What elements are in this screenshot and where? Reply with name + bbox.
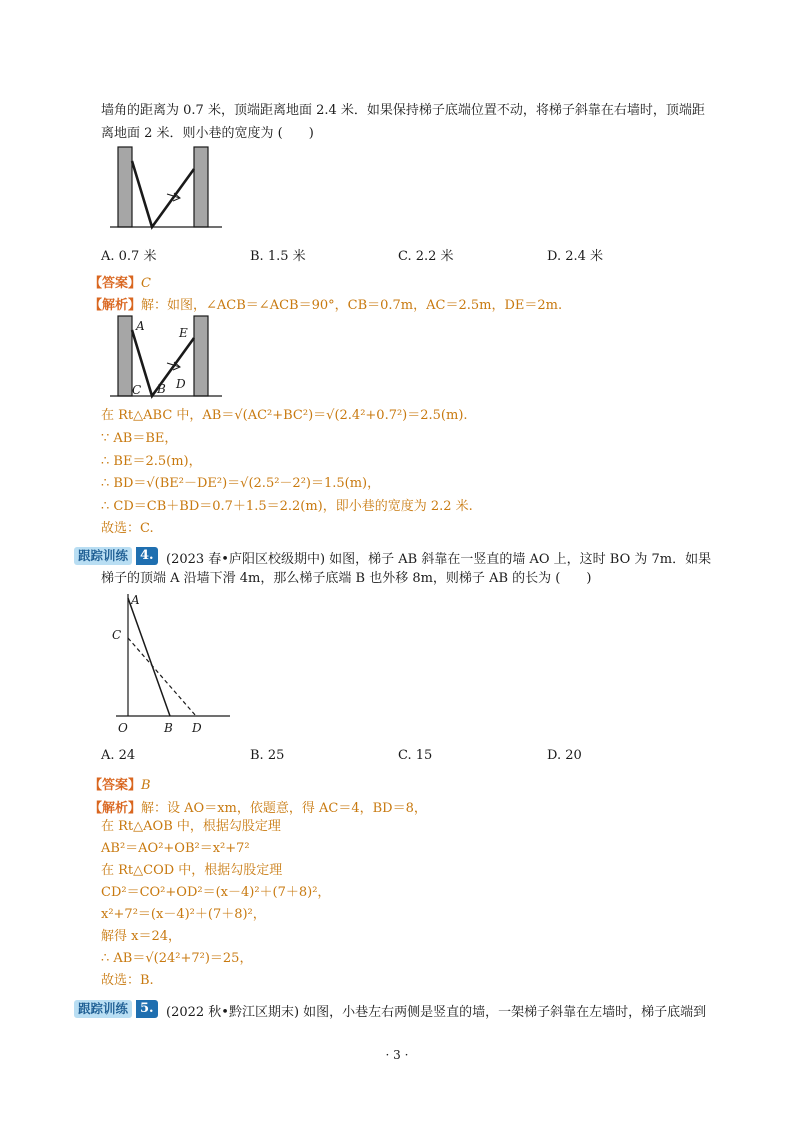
answer-label: 【答案】 (89, 276, 142, 291)
label-c: C (132, 383, 142, 397)
q4-stem-line1: (2023 春•庐阳区校级期中) 如图，梯子 AB 斜靠在一竖直的墙 AO 上，这时 BO 为 7m．如果 (166, 552, 712, 567)
page-number: · 3 · (385, 1048, 409, 1062)
answer-value: B (141, 778, 151, 793)
q3-analysis-head (89, 294, 562, 313)
q4-option-c: C. 15 (398, 748, 433, 763)
q3-option-c: C. 2.2 米 (398, 249, 454, 264)
q4-option-d: D. 20 (547, 748, 582, 763)
q3-analysis-line: ∵ AB＝BE， (101, 431, 178, 446)
q4-stem-line2: 梯子的顶端 A 沿墙下滑 4m，那么梯子底端 B 也外移 8m，则梯子 AB 的长为 ( ) (101, 571, 592, 586)
q4-analysis-line: ∴ AB＝√(24²+7²)＝25， (101, 951, 253, 966)
label-e: E (179, 326, 188, 340)
analysis-label: 【解析】 (89, 801, 142, 816)
q3-option-d: D. 2.4 米 (547, 249, 604, 264)
q4-answer (89, 774, 151, 793)
q3-option-b: B. 1.5 米 (250, 249, 306, 264)
right-wall (194, 147, 208, 227)
q3-analysis-line: ∴ CD＝CB＋BD＝0.7＋1.5＝2.2(m)，即小巷的宽度为 2.2 米. (101, 499, 473, 514)
label-a: A (131, 593, 140, 607)
q3-labeled-figure (110, 312, 225, 402)
label-b: B (157, 382, 166, 396)
left-wall (118, 316, 132, 396)
analysis-label: 【解析】 (89, 298, 142, 313)
ladder-cd-dashed (128, 638, 196, 716)
q3-analysis-line: ∴ BE＝2.5(m)， (101, 454, 202, 469)
answer-value: C (141, 276, 151, 291)
q5-stem-line1: (2022 秋•黔江区期末) 如图，小巷左右两侧是竖直的墙，一架梯子斜靠在左墙时，梯子底端到 (166, 1005, 707, 1020)
left-wall (118, 147, 132, 227)
q3-analysis-line: 在 Rt△ABC 中，AB＝√(AC²+BC²)＝√(2.4²+0.7²)＝2.5(m). (101, 408, 468, 423)
q4-tracking-badge: 跟踪训练 (74, 547, 132, 565)
q3-stem-line2: 离地面 2 米．则小巷的宽度为 ( ) (101, 126, 314, 141)
answer-label: 【答案】 (89, 778, 142, 793)
q3-answer (89, 272, 151, 291)
q4-analysis-line: 在 Rt△AOB 中，根据勾股定理 (101, 819, 281, 834)
q4-analysis-line: x²+7²＝(x－4)²＋(7＋8)²， (101, 907, 266, 922)
q5-number: 5. (136, 1000, 158, 1018)
q5-tracking-badge: 跟踪训练 (74, 1000, 132, 1018)
q3-option-a: A. 0.7 米 (101, 249, 157, 264)
q4-analysis-head (89, 797, 427, 816)
analysis-first-line: 解：设 AO＝xm，依题意，得 AC＝4，BD＝8， (141, 801, 427, 816)
q3-alley-figure (110, 143, 225, 233)
q4-analysis-line: CD²＝CO²+OD²＝(x－4)²＋(7＋8)²， (101, 885, 331, 900)
q3-analysis-line: ∴ BD＝√(BE²－DE²)＝√(2.5²－2²)＝1.5(m)， (101, 476, 381, 491)
q4-ladder-figure (108, 588, 238, 738)
q3-analysis-line: 故选：C. (101, 521, 154, 536)
q3-stem-line1: 墙角的距离为 0.7 米，顶端距离地面 2.4 米．如果保持梯子底端位置不动，将梯子斜靠在右墙时，顶端距 (101, 103, 705, 118)
label-o: O (118, 721, 128, 735)
analysis-first-line: 解：如图，∠ACB＝∠ACB＝90°，CB＝0.7m，AC＝2.5m，DE＝2m. (141, 298, 563, 313)
label-d: D (176, 377, 186, 391)
right-wall (194, 316, 208, 396)
ladder-ab (128, 598, 170, 716)
label-b: B (164, 721, 173, 735)
q4-analysis-line: AB²＝AO²+OB²＝x²+7² (101, 841, 250, 856)
label-c: C (112, 628, 122, 642)
ladder-lines (132, 161, 194, 227)
q4-option-b: B. 25 (250, 748, 285, 763)
q4-number: 4. (136, 547, 158, 565)
q4-analysis-line: 故选：B. (101, 973, 154, 988)
q4-analysis-line: 解得 x＝24， (101, 929, 182, 944)
q4-analysis-line: 在 Rt△COD 中，根据勾股定理 (101, 863, 283, 878)
label-a: A (136, 319, 145, 333)
label-d: D (192, 721, 202, 735)
q4-option-a: A. 24 (101, 748, 136, 763)
